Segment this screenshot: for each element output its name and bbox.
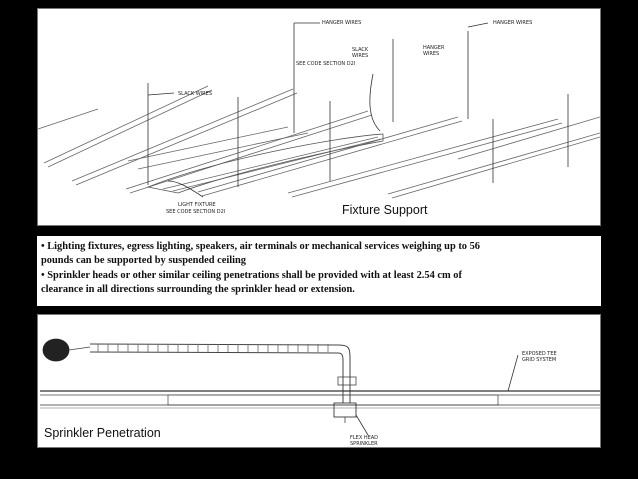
- exposed-tee-label-1: EXPOSED TEE: [522, 351, 557, 357]
- hanger-wires-label-mid-1: HANGER: [423, 45, 445, 51]
- light-fixture-label-1: LIGHT FIXTURE: [178, 202, 216, 208]
- notes-box: [37, 236, 601, 306]
- slack-wires-label-left: SLACK WIRES: [178, 91, 212, 97]
- slack-wires-label-center-2: WIRES: [352, 53, 369, 59]
- sprinkler-penetration-panel: [37, 314, 601, 448]
- hanger-wires-label-mid-2: WIRES: [423, 51, 440, 57]
- note-1-line-2: pounds can be supported by suspended ceiling: [41, 255, 246, 267]
- exposed-tee-label-2: GRID SYSTEM: [522, 357, 557, 363]
- hanger-wires-label-left: HANGER WIRES: [322, 20, 362, 26]
- slack-wires-label-center-1: SLACK: [352, 47, 369, 53]
- note-2-line-2: clearance in all directions surrounding the sprinkler head or extension.: [41, 284, 355, 296]
- flex-head-label-1: FLEX HEAD: [350, 435, 379, 441]
- flex-head-label-2: SPRINKLER: [350, 441, 378, 447]
- hanger-wires-label-right: HANGER WIRES: [493, 20, 533, 26]
- notes-list: [41, 240, 597, 298]
- fixture-support-panel: [37, 8, 601, 226]
- note-2-line-1: • Sprinkler heads or other similar ceiling penetrations shall be provided with at least 2.54 cm of: [41, 269, 462, 281]
- light-fixture-label-2: SEE CODE SECTION D2I: [166, 209, 226, 215]
- fixture-support-drawing: [38, 9, 601, 226]
- note-1-line-1: • Lighting fixtures, egress lighting, speakers, air terminals or mechanical services weighing up to 56: [41, 241, 480, 252]
- see-code-label-center: SEE CODE SECTION D2I: [296, 61, 356, 67]
- fixture-support-caption: Fixture Support: [342, 203, 428, 217]
- sprinkler-penetration-caption: Sprinkler Penetration: [44, 426, 161, 440]
- sprinkler-valve-icon: [43, 339, 69, 361]
